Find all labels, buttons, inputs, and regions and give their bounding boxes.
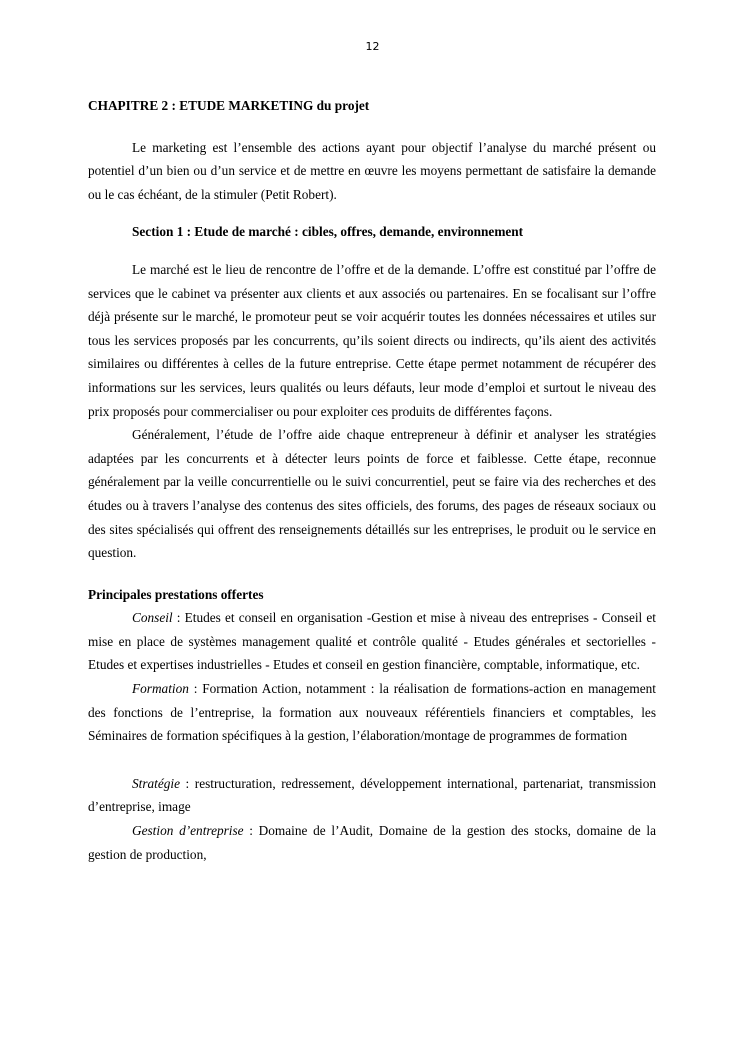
service-text: : restructuration, redressement, développement international, partenariat, transmission d’entreprise, image (88, 775, 656, 815)
spacer (88, 748, 656, 772)
document-body (88, 94, 656, 866)
service-item-formation (88, 677, 656, 748)
chapter-title: CHAPITRE 2 : ETUDE MARKETING du projet (88, 98, 370, 113)
intro-paragraph: Le marketing est l’ensemble des actions ayant pour objectif l’analyse du marché présent ou potentiel d’un bien ou d’un service et de mettre en œuvre les moyens permettant de satisfaire la demande ou le cas échéant, de la stimuler (Petit Robert). (88, 139, 656, 202)
service-text: : Etudes et conseil en organisation -Gestion et mise à niveau des entreprises - Conseil et mise en place de systèmes management qualité et contrôle qualité - Etudes générales et sectorielles - Etudes et expertises industrielles - Etudes et conseil en gestion financière, comptable, informatique, etc. (88, 610, 656, 673)
service-label: Formation (132, 681, 189, 697)
service-label: Stratégie (132, 775, 181, 791)
market-paragraph-2: Généralement, l’étude de l’offre aide chaque entrepreneur à définir et analyser les stratégies adaptées par les concurrents et à détecter leurs points de force et faiblesse. Cette étape, reconnue généralement par la veille concurrentielle ou le suivi concurrentiel, peut se faire via des recherches et des études ou à travers l’analyse des contenus des sites officiels, des forums, des pages de réseaux sociaux ou des sites spécialisés qui offrent des renseignements détaillés sur les entreprises, le produit ou le service en question. (88, 427, 656, 561)
service-item-gestion (88, 819, 656, 866)
page-number: 12 (365, 40, 380, 53)
market-paragraph-1: Le marché est le lieu de rencontre de l’offre et de la demande. L’offre est constitué par l’offre de services que le cabinet va présenter aux clients et aux associés ou partenaires. En se focalisant sur l’offre déjà présente sur le marché, le promoteur peut se voir acquérir toutes les données nécessaires et utiles sur tous les services proposés par les concurrents, qu’ils soient directs ou indirects, qu’ils aient des activités similaires ou différentes à celles de la future entreprise. Cette étape permet notamment de récupérer des informations sur les services, leurs qualités ou leurs défauts, leur mode d’emploi et surtout le niveau des prix proposés pour commercialiser ou pour exploiter ces produits de différentes façons. (88, 261, 656, 419)
service-text: : Domaine de l’Audit, Domaine de la gestion des stocks, domaine de la gestion de production, (88, 823, 656, 862)
service-item-strategie (88, 772, 656, 819)
service-text: : Formation Action, notamment : la réalisation de formations-action en management des fonctions de l’entreprise, la formation aux nouveaux référentiels financiers et comptables, les Séminaires de formation spécifiques à la gestion, l’élaboration/montage de programmes de formation (88, 681, 656, 744)
services-heading: Principales prestations offertes (88, 586, 264, 602)
section-title: Section 1 : Etude de marché : cibles, offres, demande, environnement (132, 224, 524, 240)
service-item-conseil (88, 606, 656, 677)
service-label: Gestion d’entreprise (132, 823, 244, 839)
service-label: Conseil (132, 610, 173, 626)
